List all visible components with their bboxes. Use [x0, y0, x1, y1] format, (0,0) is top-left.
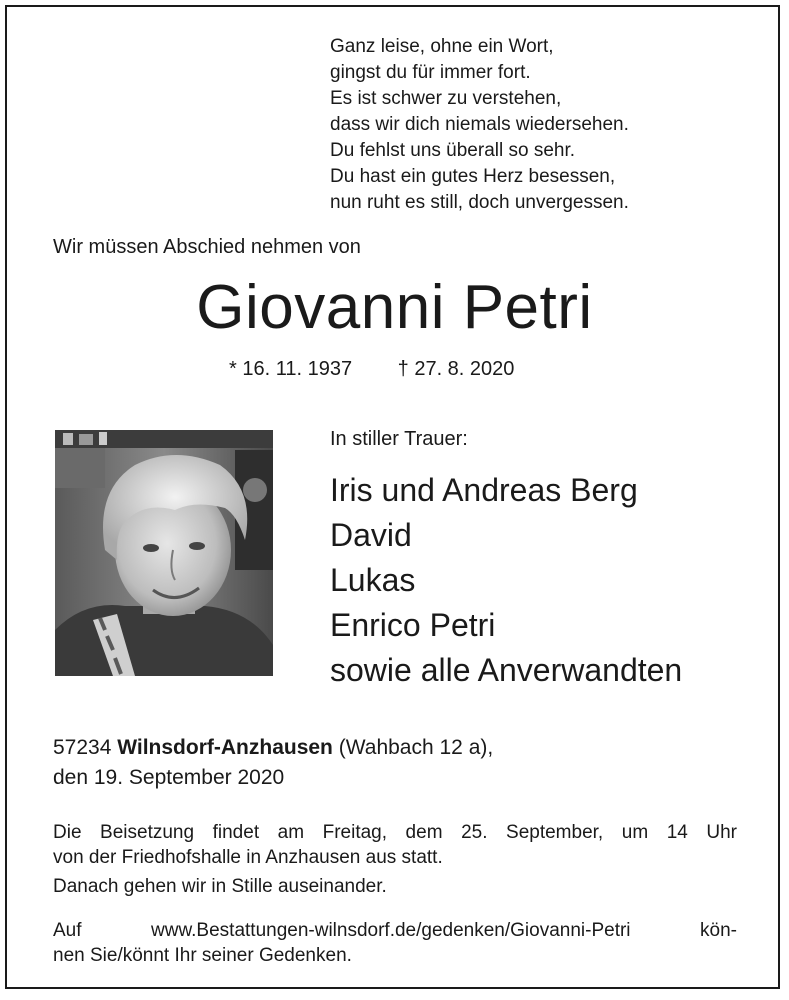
mourner-name: Lukas [330, 562, 416, 598]
deceased-name: Giovanni Petri [196, 273, 593, 342]
poem-line: dass wir dich niemals wiedersehen. [330, 114, 629, 135]
mourners-list [330, 468, 682, 693]
poem-line: Du fehlst uns überall so sehr. [330, 140, 576, 161]
street: (Wahbach 12 a), [338, 736, 494, 759]
portrait-photo-illustration [55, 430, 273, 676]
mourner-name: sowie alle Anverwandten [330, 652, 683, 688]
portrait-photo [55, 430, 273, 676]
death-date: † 27. 8. 2020 [397, 358, 515, 380]
mourner-name: David [330, 517, 412, 553]
address-block [53, 733, 493, 793]
burial-info [53, 820, 737, 870]
poem-line: Du hast ein gutes Herz besessen, [330, 166, 616, 187]
mourning-label: In stiller Trauer: [330, 428, 468, 450]
date-line: den 19. September 2020 [53, 766, 285, 789]
poem [330, 34, 629, 216]
mourner-name: Iris und Andreas Berg [330, 472, 638, 508]
closing-note: Danach gehen wir in Stille auseinander. [53, 876, 387, 897]
address-line [53, 733, 493, 763]
life-dates [229, 358, 514, 381]
poem-line: Ganz leise, ohne ein Wort, [330, 36, 554, 57]
mourner-name: Enrico Petri [330, 607, 496, 643]
burial-line: von der Friedhofshalle in Anzhausen aus statt. [53, 847, 443, 868]
web-line: nen Sie/könnt Ihr seiner Gedenken. [53, 945, 352, 966]
birth-date: * 16. 11. 1937 [229, 358, 353, 380]
memorial-web-info [53, 918, 737, 968]
poem-line: Es ist schwer zu verstehen, [330, 88, 562, 109]
town: Wilnsdorf-Anzhausen [117, 736, 333, 759]
poem-line: nun ruht es still, doch unvergessen. [330, 192, 629, 213]
web-line: Auf www.Bestattungen-wilnsdorf.de/gedenken/Giovanni-Petri kön- [53, 920, 737, 941]
burial-line: Die Beisetzung findet am Freitag, dem 25. September, um 14 Uhr [53, 822, 737, 843]
poem-line: gingst du für immer fort. [330, 62, 531, 83]
farewell-intro: Wir müssen Abschied nehmen von [53, 236, 361, 258]
postcode: 57234 [53, 736, 112, 759]
